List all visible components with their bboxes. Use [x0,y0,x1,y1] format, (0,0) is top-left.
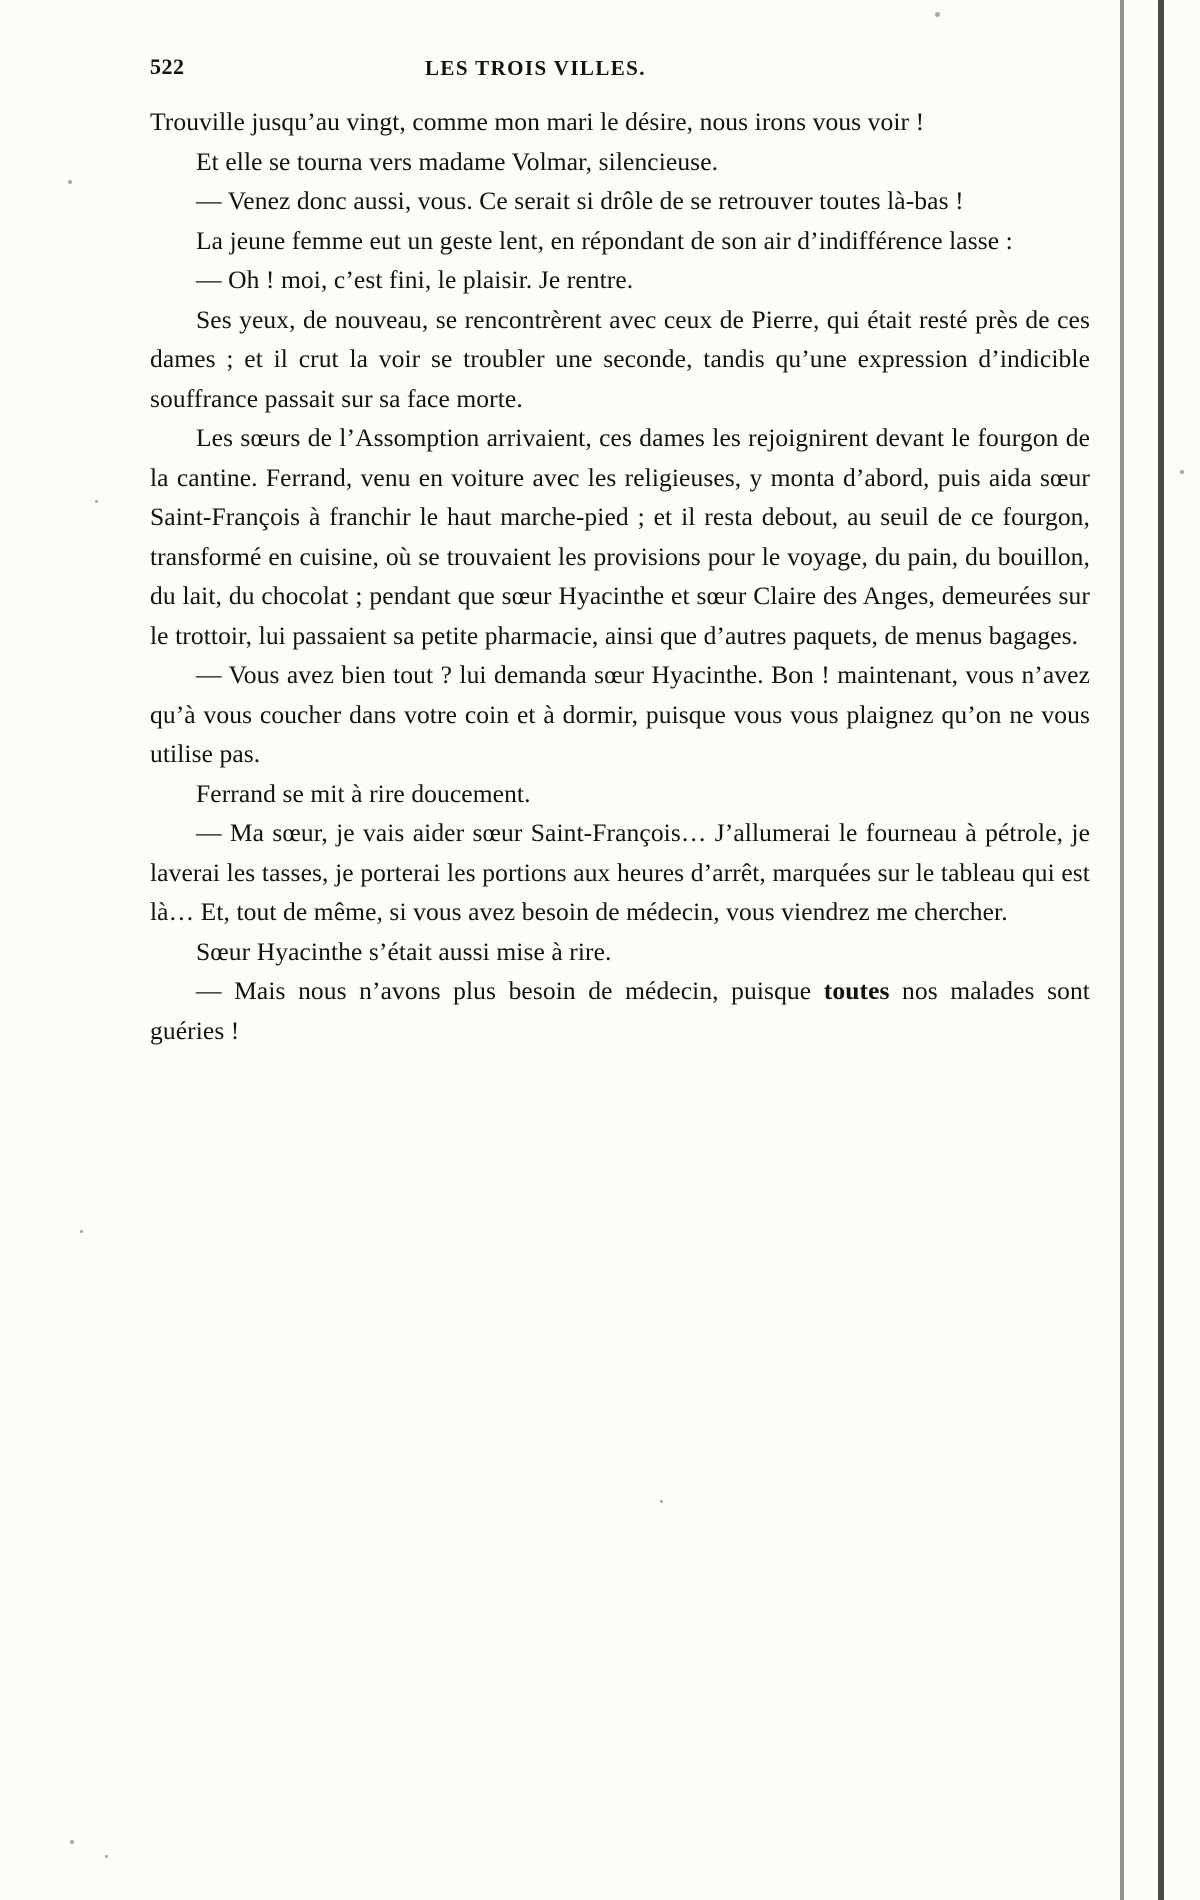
paper-speck [935,12,940,17]
paragraph: — Ma sœur, je vais aider sœur Saint-François… J’allumerai le fourneau à pétrole, je laverai les tasses, je porterai les portions aux heures d’arrêt, marquées sur le tableau qui est là… Et, tout de même, si vous avez besoin de médecin, vous viendrez me chercher. [150,818,1090,926]
running-head [150,48,1100,94]
emphasized-word: toutes [823,976,890,1005]
paragraph: La jeune femme eut un geste lent, en répondant de son air d’indifférence lasse : [196,225,1013,255]
paper-speck [70,1840,74,1844]
paragraph: Trouville jusqu’au vingt, comme mon mari le désire, nous irons vous voir ! [150,107,925,136]
paragraph: — Mais nous n’avons plus besoin de médecin, puisque toutes nos malades sont guéries ! [150,976,1090,1045]
paragraph: — Vous avez bien tout ? lui demanda sœur Hyacinthe. Bon ! maintenant, vous n’avez qu’à vous coucher dans votre coin et à dormir, puisque vous vous plaignez qu’on ne vous utilise pas. [150,660,1090,768]
paragraph: Ses yeux, de nouveau, se rencontrèrent avec ceux de Pierre, qui était resté près de ces dames ; et il crut la voir se troubler une seconde, tandis qu’une expression d’indicible souffrance passait sur sa face morte. [150,304,1090,413]
paragraph: — Oh ! moi, c’est fini, le plaisir. Je rentre. [196,265,634,294]
paragraph: Sœur Hyacinthe s’était aussi mise à rire. [196,936,612,966]
paragraph: Les sœurs de l’Assomption arrivaient, ces dames les rejoignirent devant le fourgon de la cantine. Ferrand, venu en voiture avec les religieuses, y monta d’abord, puis aida sœur Saint-François à franchir le haut marche-pied ; et il resta debout, au seuil de ce fourgon, transformé en cuisine, où se trouvaient les provisions pour le voyage, du pain, du bouillon, du lait, du chocolat ; pendant que sœur Hyacinthe et sœur Claire des Anges, demeurées sur le trottoir, lui passaient sa petite pharmacie, ainsi que d’autres paquets, de menus bagages. [150,423,1090,650]
paper-speck [95,500,98,503]
paragraph: Et elle se tourna vers madame Volmar, silencieuse. [196,146,719,176]
paragraph: Ferrand se mit à rire doucement. [196,778,531,808]
paper-speck [105,1855,108,1858]
page-content [150,48,1100,1050]
paragraph: — Venez donc aussi, vous. Ce serait si drôle de se retrouver toutes là-bas ! [196,186,964,215]
paper-speck [660,1500,663,1503]
scan-gutter-line-inner [1158,0,1164,1900]
page-number: 522 [150,54,185,79]
book-title-header: LES TROIS VILLES. [425,56,646,80]
scan-gutter-line-outer [1120,0,1124,1900]
paper-speck [1180,470,1184,474]
paper-speck [80,1230,83,1233]
paper-speck [68,180,72,184]
body-text [150,102,1090,1050]
